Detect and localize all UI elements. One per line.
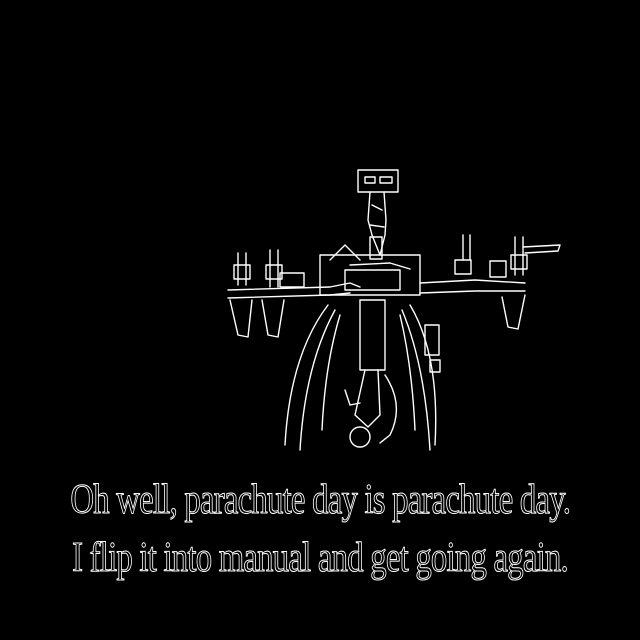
caption-line-1: Oh well, parachute day is parachute day. (70, 477, 571, 523)
caption-line-2: I flip it into manual and get going again. (72, 535, 568, 581)
drone-icon (220, 165, 565, 465)
